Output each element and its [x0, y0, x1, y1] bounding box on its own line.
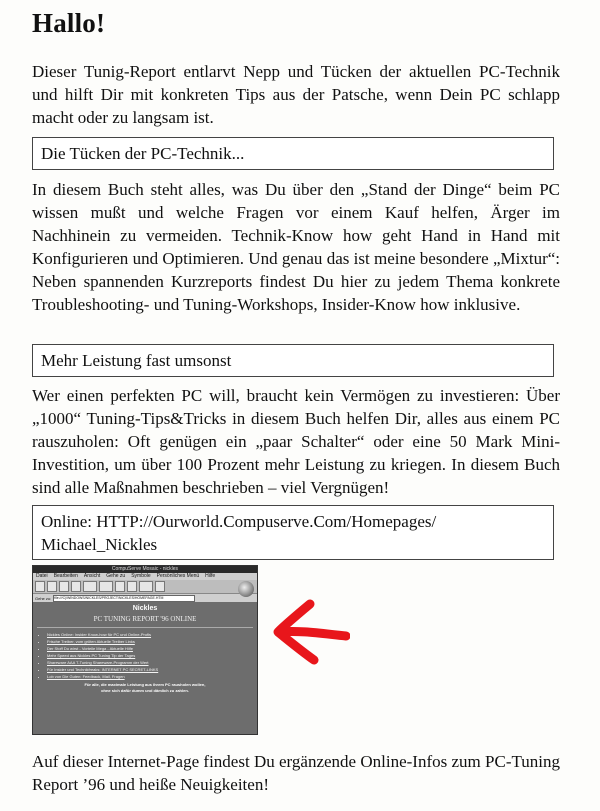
screenshot-link: • Lob von Die Guten: Feedback, Mail, Fragen	[47, 673, 253, 680]
toolbar-button-icon	[127, 581, 137, 592]
section-title-leistung: Mehr Leistung fast umsonst	[41, 351, 232, 370]
section-title-box-leistung	[32, 344, 554, 377]
screenshot-titlebar: CompuServe Mosaic - nickles	[33, 566, 257, 573]
screenshot-site-title: Nickles	[132, 605, 158, 612]
section-title-tuecken: Die Tücken der PC-Technik...	[41, 144, 245, 163]
online-url-box	[32, 505, 554, 560]
online-url-line1: Online: HTTP://Ourworld.Compuserve.Com/Homepages/	[41, 512, 437, 531]
screenshot-report-title: PC TUNING REPORT '96 ONLINE	[93, 615, 197, 623]
screenshot-menu-item: Symbole	[131, 573, 151, 579]
screenshot-footer-line1: Für alle, die maximale Leistung aus ihrem PC rausholen wollen,	[84, 682, 206, 687]
globe-icon	[238, 581, 254, 597]
screenshot-link: • Frische Treiber, vom gröten Aktuelle Treiber Links	[47, 638, 253, 645]
toolbar-button-icon	[71, 581, 81, 592]
screenshot-menu-item: Hilfe	[205, 573, 216, 579]
closing-paragraph: Auf dieser Internet-Page findest Du ergänzende Online-Infos zum PC-Tuning Report ’96 und heiße Neuigkeiten!	[32, 752, 560, 794]
screenshot-menu-item: Datei	[36, 573, 48, 579]
browser-screenshot	[32, 565, 258, 735]
toolbar-button-icon	[155, 581, 165, 592]
screenshot-menu-item: Persönliches Menü	[156, 573, 200, 579]
address-field: file:///C|/WINDOWS/NICKLES/PROJECT/NICKLES/HOMEPAGE.HTM	[53, 595, 195, 602]
screenshot-menu-item: Bearbeiten	[53, 573, 78, 579]
screenshot-link: • Für Insider und Technikfreaks: INTERNET PC SECRET-LINKS	[47, 666, 253, 673]
screenshot-menu-item: Gehe zu	[106, 573, 126, 579]
section-paragraph-leistung: Wer einen perfekten PC will, braucht kein Vermögen zu investieren: Über „1000“ Tuning-Tips&Tricks in diesem Buch helfen Dir, alles aus einem PC rauszuholen: Oft genügen ein „paar Schalter“ oder eine 50 Mark Mini-Investition, um über 100 Prozent mehr Leistung zu kriegen. In diesem Buch sind alle Maßnahmen beschrieben – viel Vergnügen!	[32, 386, 560, 497]
screenshot-page-content	[33, 602, 257, 696]
toolbar-button-icon	[115, 581, 125, 592]
screenshot-footer-line2: ohne sich dafür dumm und dämlich zu zahlen.	[101, 688, 189, 693]
toolbar-button-icon	[99, 581, 113, 592]
screenshot-toolbar	[33, 580, 257, 594]
section-title-box-tuecken	[32, 137, 554, 170]
screenshot-link-list	[37, 631, 253, 680]
section-paragraph-tuecken: In diesem Buch steht alles, was Du über den „Stand der Dinge“ beim PC wissen mußt und welche Fragen vor einem Kauf helfen, Ärger im Nachhinein zu vermeiden. Technik-Know how geht Hand in Hand mit Konfigurieren und Optimieren. Und genau das ist meine besondere „Mixtur“: Neben spannenden Kurzreports findest Du hier zu jedem Thema konkrete Troubleshooting- und Tuning-Workshops, Insider-Know how inklusive.	[32, 180, 560, 314]
intro-paragraph: Dieser Tunig-Report entlarvt Nepp und Tücken der aktuellen PC-Technik und hilft Dir mit konkreten Tips aus der Patsche, wenn Dein PC schlapp macht oder zu langsam ist.	[32, 62, 560, 127]
screenshot-link: • Der Stoff Du wirst - Vorteile Mega - Aktuelle Hilfe	[47, 645, 253, 652]
toolbar-button-icon	[35, 581, 45, 592]
toolbar-button-icon	[139, 581, 153, 592]
toolbar-button-icon	[47, 581, 57, 592]
screenshot-link: • Shareware AAA T-Tuning Shareware-Programm der Wert	[47, 659, 253, 666]
screenshot-footer	[37, 682, 253, 694]
address-label: Gehe zu:	[35, 595, 52, 601]
toolbar-button-icon	[59, 581, 69, 592]
screenshot-link: • Nickles Online: Insider Know-how für PC und Online-Profis	[47, 631, 253, 638]
screenshot-menu-item: Ansicht	[83, 573, 101, 579]
red-arrow-icon	[270, 590, 350, 670]
online-url-line2: Michael_Nickles	[41, 535, 158, 554]
page-heading: Hallo!	[32, 8, 106, 38]
screenshot-addressbar	[33, 594, 257, 602]
screenshot-menubar	[33, 573, 257, 580]
screenshot-link: • Mehr Speed aus Nickles PC Tuning Tip der Tages	[47, 652, 253, 659]
screenshot-divider	[37, 627, 253, 628]
toolbar-button-icon	[83, 581, 97, 592]
